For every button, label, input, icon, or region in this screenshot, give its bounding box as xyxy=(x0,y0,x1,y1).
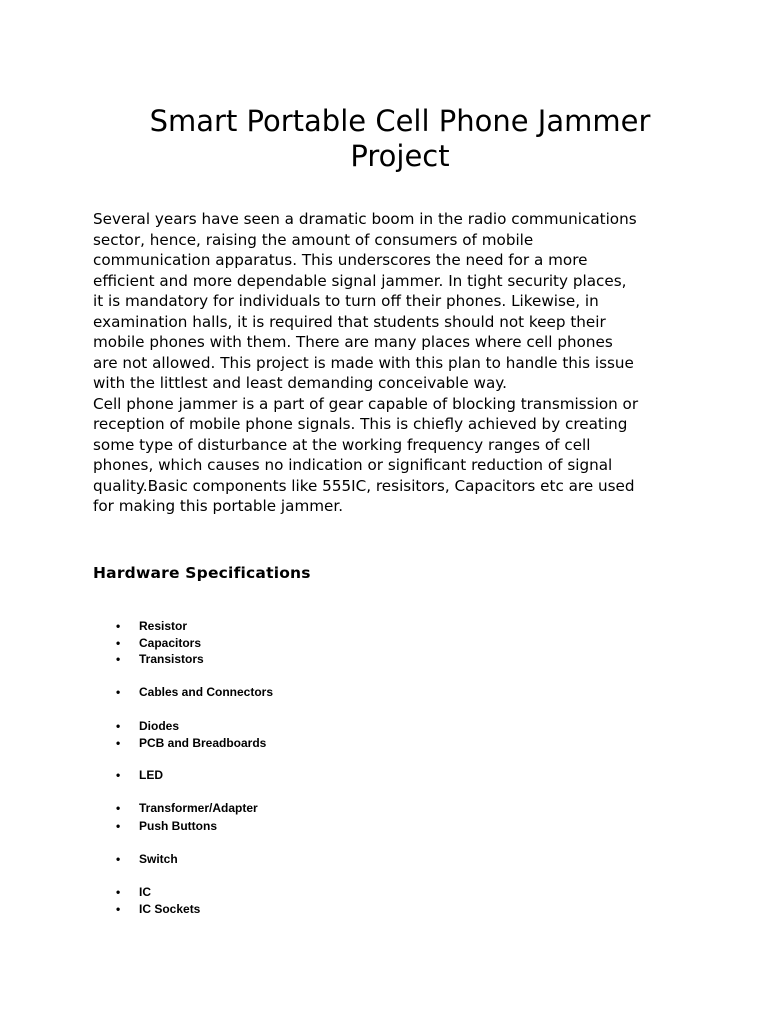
bullet-icon: • xyxy=(116,885,121,899)
title-line-2: Project xyxy=(350,139,450,173)
bullet-icon: • xyxy=(116,636,121,650)
body-line: mobile phones with them. There are many places where cell phones xyxy=(93,333,613,351)
bullet-icon: • xyxy=(116,736,121,750)
bullet-icon: • xyxy=(116,719,121,733)
section-heading: Hardware Specifications xyxy=(93,564,311,582)
body-line: Several years have seen a dramatic boom in the radio communications xyxy=(93,210,637,228)
list-item xyxy=(116,818,217,834)
body-line: examination halls, it is required that students should not keep their xyxy=(93,312,606,331)
body-line: Cell phone jammer is a part of gear capable of blocking transmission or xyxy=(93,394,639,413)
body-line: quality.Basic components like 555IC, resisitors, Capacitors etc are used xyxy=(93,476,635,495)
body-line: it is mandatory for individuals to turn off their phones. Likewise, in xyxy=(93,292,599,310)
body-line: with the littlest and least demanding conceivable way. xyxy=(93,374,507,392)
bullet-icon: • xyxy=(116,768,121,782)
spec-label: IC Sockets xyxy=(139,902,201,916)
list-item xyxy=(116,735,266,751)
spec-label: Transistors xyxy=(139,652,204,666)
body-line: are not allowed. This project is made with this plan to handle this issue xyxy=(93,353,634,372)
list-item xyxy=(116,684,273,700)
list-item xyxy=(116,635,201,651)
body-line: sector, hence, raising the amount of consumers of mobile xyxy=(93,230,534,249)
spec-label: Switch xyxy=(139,852,178,866)
bullet-icon: • xyxy=(116,685,121,699)
list-item xyxy=(116,884,151,900)
document-title xyxy=(80,104,720,174)
title-line-1: Smart Portable Cell Phone Jammer xyxy=(149,104,651,138)
spec-label: Diodes xyxy=(139,719,180,733)
bullet-icon: • xyxy=(116,852,121,866)
spec-label: LED xyxy=(139,768,163,782)
list-item xyxy=(116,718,179,734)
list-item xyxy=(116,618,187,634)
spec-label: Cables and Connectors xyxy=(139,685,274,699)
spec-label: IC xyxy=(139,885,151,899)
list-item xyxy=(116,901,200,917)
list-item xyxy=(116,800,258,816)
body-line: phones, which causes no indication or significant reduction of signal xyxy=(93,456,613,474)
spec-label: Capacitors xyxy=(139,636,202,650)
spec-label: Push Buttons xyxy=(139,819,217,833)
bullet-icon: • xyxy=(116,902,121,916)
bullet-icon: • xyxy=(116,819,121,833)
body-line: communication apparatus. This underscores the need for a more xyxy=(93,251,588,269)
list-item xyxy=(116,651,204,667)
body-line: some type of disturbance at the working frequency ranges of cell xyxy=(93,435,591,454)
body-line: reception of mobile phone signals. This is chiefly achieved by creating xyxy=(93,415,628,433)
spec-label: Resistor xyxy=(139,619,188,633)
bullet-icon: • xyxy=(116,652,121,666)
list-item xyxy=(116,767,163,783)
body-line: for making this portable jammer. xyxy=(93,497,344,515)
body-line: efficient and more dependable signal jammer. In tight security places, xyxy=(93,271,627,290)
bullet-icon: • xyxy=(116,619,121,633)
bullet-icon: • xyxy=(116,801,121,815)
spec-label: PCB and Breadboards xyxy=(139,736,267,750)
body-paragraph xyxy=(93,209,693,517)
spec-label: Transformer/Adapter xyxy=(139,801,258,815)
list-item xyxy=(116,851,178,867)
